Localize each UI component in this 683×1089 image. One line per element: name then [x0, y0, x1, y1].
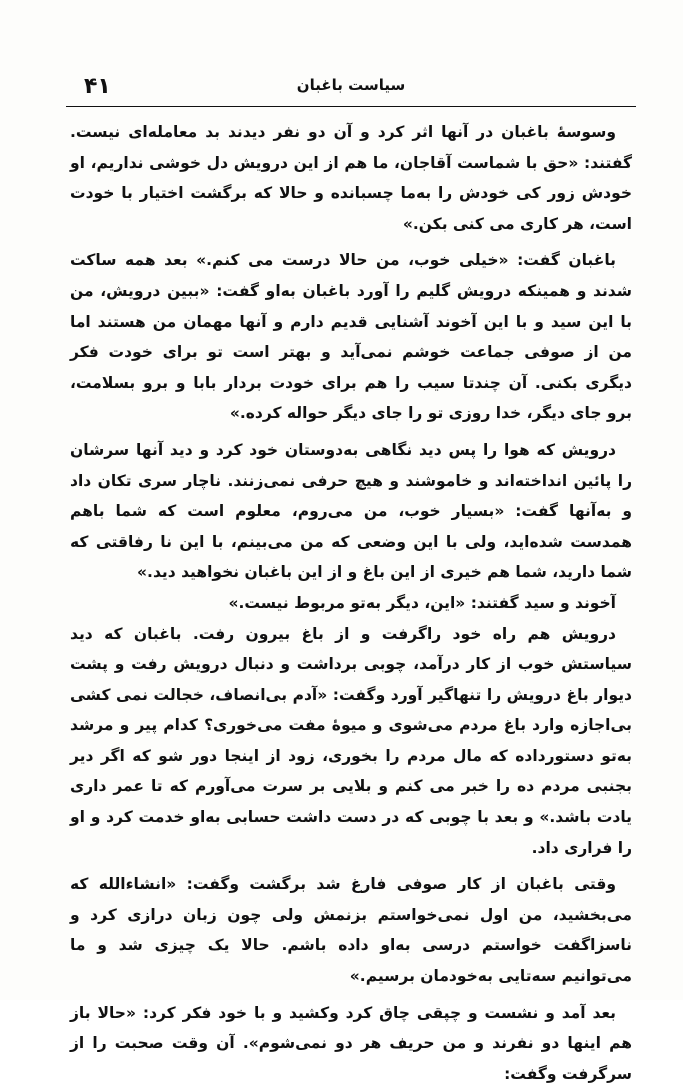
running-title: سیاست باغبان: [296, 76, 406, 94]
paragraph: وسوسهٔ باغبان در آنها اثر کرد و آن دو نفر دیدند بد معامله‌ای نیست. گفتند: «حق با شماست آقاجان، ما هم از این درویش دل خوشی نداریم، او خودش زور کی خودش را به‌ما چسبانده و حالا که برگشت اختیار با خودت است، هر کاری می کنی بکن.»: [70, 123, 632, 233]
page-header: [66, 64, 636, 108]
page-number: ۴۱: [84, 74, 111, 99]
body-text: [70, 117, 632, 1089]
paragraph: وقتی باغبان از کار صوفی فارغ شد برگشت وگفت: «انشاءالله که می‌بخشید، من اول نمی‌خواستم بزنمش ولی چون زبان درازی کرد و ناسزاگفت خواستم درسی به‌او داده باشم. حالا یک چیزی شد و ما می‌توانیم سه‌تایی به‌خودمان برسیم.»: [70, 875, 632, 986]
paragraph: باغبان گفت: «خیلی خوب، من حالا درست می کنم.» بعد همه ساکت شدند و همینکه درویش گلیم را آورد باغبان به‌او گفت: «ببین درویش، من با این سید و با این آخوند آشنایی قدیم دارم و آنها مهمان من هستند اما من از صوفی جماعت خوشم نمی‌آید و بهتر است تو برای خودت فکر دیگری بکنی. آن چندتا سیب را هم برای خودت بردار بابا و برو بسلامت، برو جای دیگر، خدا روزی تو را جای دیگر حواله کرده.»: [70, 251, 632, 423]
paragraph: درویش هم راه خود راگرفت و از باغ بیرون رفت. باغبان که دید سیاستش خوب از کار درآمد، چوبی برداشت و دنبال درویش رفت و پشت دیوار باغ درویش را تنهاگیر آورد وگفت: «آدم بی‌انصاف، خجالت نمی کشی بی‌اجازه وارد باغ مردم می‌شوی و میوهٔ مفت می‌خوری؟ کدام پیر و مرشد به‌تو دستورداده که مال مردم را بخوری، زود از اینجا دور شو که اگر دیر بجنبی مردم ده را خبر می کنم و بلایی بر سرت می‌آورم که تا عمر داری یادت باشد.» و بعد با چوبی که در دست داشت حسابی به‌او خدمت کرد و او را فراری داد.: [70, 624, 632, 857]
paragraph: بعد آمد و نشست و چپقی چاق کرد وکشید و با خود فکر کرد: «حالا باز هم اینها دو نفرند و من حریف هر دو نمی‌شوم». آن وقت صحبت را از سرگرفت وگفت:: [70, 1003, 632, 1083]
paragraph: آخوند و سید گفتند: «این، دیگر به‌تو مربوط نیست.»: [228, 593, 616, 612]
paragraph: درویش که هوا را پس دید نگاهی به‌دوستان خود کرد و دید آنها سرشان را پائین انداخته‌اند و خاموشند و هیچ حرفی نمی‌زنند. ناچار سری تکان داد و به‌آنها گفت: «بسیار خوب، من می‌روم، معلوم است که شما باهم همدست شده‌اید، ولی با این وضعی که من می‌بینم، با این نا رفاقتی که شما دارید، شما هم خیری از این باغ و از این باغبان نخواهید دید.»: [70, 440, 632, 582]
header-rule: [66, 106, 636, 107]
